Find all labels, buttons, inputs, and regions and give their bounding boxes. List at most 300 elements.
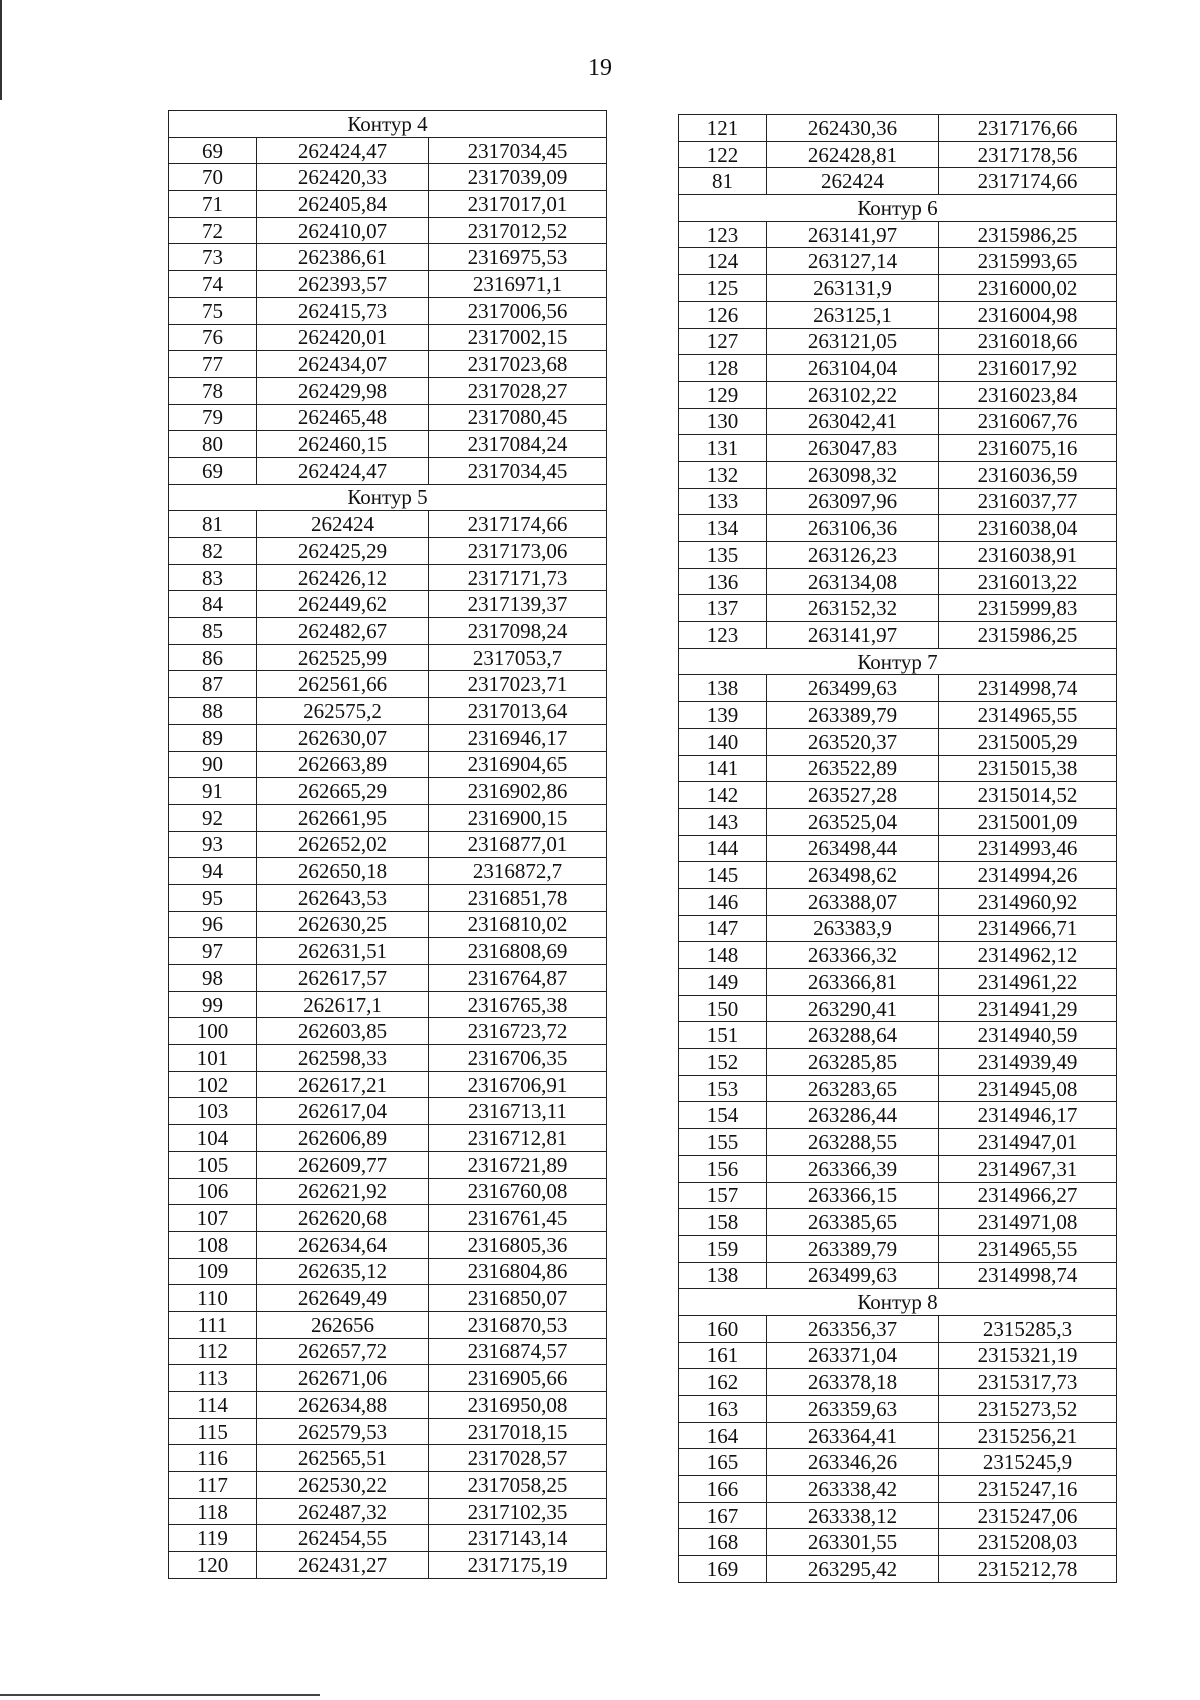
table-row — [679, 1235, 1117, 1262]
coordinate-x-cell: 263522,89 — [767, 755, 939, 782]
coordinate-y-cell: 2314946,17 — [939, 1102, 1117, 1129]
coordinate-y-cell: 2317053,7 — [429, 644, 607, 671]
coordinate-x-cell: 263389,79 — [767, 1235, 939, 1262]
coordinate-y-cell: 2315285,3 — [939, 1315, 1117, 1342]
table-row — [169, 244, 607, 271]
coordinate-x-cell: 262482,67 — [257, 618, 429, 645]
coordinate-y-cell: 2316905,66 — [429, 1365, 607, 1392]
table-row — [679, 168, 1117, 195]
table-row — [679, 888, 1117, 915]
coordinate-y-cell: 2314941,29 — [939, 995, 1117, 1022]
table-row — [679, 328, 1117, 355]
coordinate-x-cell: 263378,18 — [767, 1369, 939, 1396]
point-number-cell: 116 — [169, 1445, 257, 1472]
table-row — [679, 622, 1117, 649]
coordinate-y-cell: 2317023,71 — [429, 671, 607, 698]
coordinate-x-cell: 262621,92 — [257, 1178, 429, 1205]
table-row — [169, 724, 607, 751]
point-number-cell: 106 — [169, 1178, 257, 1205]
table-row — [169, 751, 607, 778]
page-edge-line — [0, 0, 2, 100]
table-row — [169, 1392, 607, 1419]
coordinate-y-cell: 2316037,77 — [939, 488, 1117, 515]
coordinate-y-cell: 2315015,38 — [939, 755, 1117, 782]
table-row — [169, 671, 607, 698]
table-row — [169, 1445, 607, 1472]
point-number-cell: 152 — [679, 1049, 767, 1076]
point-number-cell: 117 — [169, 1472, 257, 1499]
point-number-cell: 97 — [169, 938, 257, 965]
table-row — [169, 938, 607, 965]
table-row — [679, 782, 1117, 809]
coordinate-y-cell: 2314966,71 — [939, 915, 1117, 942]
table-row — [169, 1045, 607, 1072]
point-number-cell: 75 — [169, 297, 257, 324]
table-row — [169, 1258, 607, 1285]
point-number-cell: 95 — [169, 884, 257, 911]
coordinate-y-cell: 2317058,25 — [429, 1472, 607, 1499]
point-number-cell: 85 — [169, 618, 257, 645]
table-row — [169, 271, 607, 298]
coordinate-y-cell: 2315321,19 — [939, 1342, 1117, 1369]
coordinate-y-cell: 2317143,14 — [429, 1525, 607, 1552]
coordinate-x-cell: 263141,97 — [767, 622, 939, 649]
point-number-cell: 169 — [679, 1556, 767, 1583]
point-number-cell: 166 — [679, 1476, 767, 1503]
point-number-cell: 99 — [169, 991, 257, 1018]
coordinate-x-cell: 263338,12 — [767, 1502, 939, 1529]
coordinate-y-cell: 2315247,06 — [939, 1502, 1117, 1529]
contour-header-row — [679, 195, 1117, 222]
coordinate-y-cell: 2314966,27 — [939, 1182, 1117, 1209]
point-number-cell: 69 — [169, 137, 257, 164]
point-number-cell: 150 — [679, 995, 767, 1022]
coordinate-x-cell: 263301,55 — [767, 1529, 939, 1556]
table-row — [679, 1155, 1117, 1182]
coordinate-y-cell: 2315999,83 — [939, 595, 1117, 622]
point-number-cell: 147 — [679, 915, 767, 942]
point-number-cell: 115 — [169, 1418, 257, 1445]
table-row — [169, 351, 607, 378]
table-row — [679, 1476, 1117, 1503]
table-row — [169, 965, 607, 992]
coordinate-y-cell: 2315212,78 — [939, 1556, 1117, 1583]
coordinate-x-cell: 263385,65 — [767, 1209, 939, 1236]
coordinate-x-cell: 262575,2 — [257, 698, 429, 725]
coordinate-x-cell: 262424 — [767, 168, 939, 195]
point-number-cell: 142 — [679, 782, 767, 809]
table-row — [169, 1365, 607, 1392]
coordinate-y-cell: 2314965,55 — [939, 702, 1117, 729]
coordinate-y-cell: 2317171,73 — [429, 564, 607, 591]
table-row — [169, 1125, 607, 1152]
coordinate-y-cell: 2315273,52 — [939, 1396, 1117, 1423]
coordinate-y-cell: 2316765,38 — [429, 991, 607, 1018]
contour-title: Контур 5 — [169, 484, 607, 511]
point-number-cell: 148 — [679, 942, 767, 969]
coordinate-x-cell: 263527,28 — [767, 782, 939, 809]
point-number-cell: 120 — [169, 1552, 257, 1579]
coordinate-y-cell: 2316946,17 — [429, 724, 607, 751]
coordinate-x-cell: 263286,44 — [767, 1102, 939, 1129]
table-row — [169, 1498, 607, 1525]
point-number-cell: 83 — [169, 564, 257, 591]
coordinate-x-cell: 262420,01 — [257, 324, 429, 351]
coordinate-x-cell: 262525,99 — [257, 644, 429, 671]
point-number-cell: 137 — [679, 595, 767, 622]
coordinate-x-cell: 263356,37 — [767, 1315, 939, 1342]
coordinate-y-cell: 2315247,16 — [939, 1476, 1117, 1503]
point-number-cell: 102 — [169, 1071, 257, 1098]
table-row — [679, 702, 1117, 729]
table-row — [169, 564, 607, 591]
coordinate-y-cell: 2314998,74 — [939, 675, 1117, 702]
coordinate-y-cell: 2316712,81 — [429, 1125, 607, 1152]
coordinate-y-cell: 2317175,19 — [429, 1552, 607, 1579]
table-row — [169, 884, 607, 911]
point-number-cell: 77 — [169, 351, 257, 378]
table-row — [679, 408, 1117, 435]
table-row — [169, 804, 607, 831]
table-row — [169, 991, 607, 1018]
coordinate-x-cell: 262449,62 — [257, 591, 429, 618]
coordinate-y-cell: 2315014,52 — [939, 782, 1117, 809]
coordinate-y-cell: 2315986,25 — [939, 622, 1117, 649]
coordinate-x-cell: 263366,81 — [767, 969, 939, 996]
coordinate-x-cell: 262657,72 — [257, 1338, 429, 1365]
table-row — [679, 542, 1117, 569]
point-number-cell: 160 — [679, 1315, 767, 1342]
table-row — [679, 1342, 1117, 1369]
table-row — [169, 778, 607, 805]
point-number-cell: 101 — [169, 1045, 257, 1072]
coordinate-y-cell: 2316808,69 — [429, 938, 607, 965]
coordinate-x-cell: 262430,36 — [767, 115, 939, 142]
coordinate-y-cell: 2316067,76 — [939, 408, 1117, 435]
coordinate-y-cell: 2316904,65 — [429, 751, 607, 778]
table-row — [679, 381, 1117, 408]
point-number-cell: 122 — [679, 141, 767, 168]
coordinate-y-cell: 2316850,07 — [429, 1285, 607, 1312]
point-number-cell: 159 — [679, 1235, 767, 1262]
point-number-cell: 155 — [679, 1129, 767, 1156]
coordinate-y-cell: 2317102,35 — [429, 1498, 607, 1525]
point-number-cell: 119 — [169, 1525, 257, 1552]
coordinate-y-cell: 2316017,92 — [939, 355, 1117, 382]
table-row — [679, 808, 1117, 835]
coordinate-x-cell: 262634,88 — [257, 1392, 429, 1419]
coordinate-y-cell: 2315986,25 — [939, 221, 1117, 248]
point-number-cell: 110 — [169, 1285, 257, 1312]
point-number-cell: 113 — [169, 1365, 257, 1392]
coordinate-x-cell: 262424,47 — [257, 457, 429, 484]
point-number-cell: 126 — [679, 301, 767, 328]
coordinate-y-cell: 2317173,06 — [429, 538, 607, 565]
coordinate-x-cell: 262617,57 — [257, 965, 429, 992]
table-row — [679, 221, 1117, 248]
coordinate-y-cell: 2316950,08 — [429, 1392, 607, 1419]
coordinate-y-cell: 2317012,52 — [429, 217, 607, 244]
coordinate-x-cell: 263498,44 — [767, 835, 939, 862]
coordinate-x-cell: 262661,95 — [257, 804, 429, 831]
point-number-cell: 71 — [169, 191, 257, 218]
point-number-cell: 162 — [679, 1369, 767, 1396]
point-number-cell: 109 — [169, 1258, 257, 1285]
table-row — [169, 1552, 607, 1579]
table-row — [679, 1182, 1117, 1209]
table-row — [169, 911, 607, 938]
point-number-cell: 136 — [679, 568, 767, 595]
coordinate-x-cell: 262460,15 — [257, 431, 429, 458]
coordinate-y-cell: 2316000,02 — [939, 275, 1117, 302]
table-row — [679, 1529, 1117, 1556]
point-number-cell: 81 — [169, 511, 257, 538]
coordinate-y-cell: 2316870,53 — [429, 1311, 607, 1338]
coordinate-y-cell: 2317018,15 — [429, 1418, 607, 1445]
coordinate-x-cell: 262663,89 — [257, 751, 429, 778]
point-number-cell: 127 — [679, 328, 767, 355]
table-row — [169, 457, 607, 484]
table-row — [679, 995, 1117, 1022]
point-number-cell: 100 — [169, 1018, 257, 1045]
point-number-cell: 134 — [679, 515, 767, 542]
point-number-cell: 168 — [679, 1529, 767, 1556]
coordinate-x-cell: 262617,21 — [257, 1071, 429, 1098]
table-row — [169, 858, 607, 885]
coordinate-y-cell: 2316036,59 — [939, 461, 1117, 488]
coordinate-y-cell: 2317028,57 — [429, 1445, 607, 1472]
table-row — [679, 115, 1117, 142]
table-row — [679, 248, 1117, 275]
table-row — [679, 141, 1117, 168]
page-number: 19 — [588, 55, 612, 81]
point-number-cell: 158 — [679, 1209, 767, 1236]
point-number-cell: 121 — [679, 115, 767, 142]
point-number-cell: 98 — [169, 965, 257, 992]
coordinate-y-cell: 2316805,36 — [429, 1231, 607, 1258]
coordinate-x-cell: 263383,9 — [767, 915, 939, 942]
coordinate-y-cell: 2316971,1 — [429, 271, 607, 298]
coordinate-y-cell: 2316900,15 — [429, 804, 607, 831]
coordinate-x-cell: 263152,32 — [767, 595, 939, 622]
coordinate-x-cell: 263042,41 — [767, 408, 939, 435]
coordinates-table-left — [168, 110, 607, 1579]
coordinate-x-cell: 262428,81 — [767, 141, 939, 168]
contour-header-row — [679, 648, 1117, 675]
coordinates-table-right — [678, 114, 1117, 1583]
table-row — [169, 1525, 607, 1552]
coordinate-x-cell: 262565,51 — [257, 1445, 429, 1472]
coordinate-y-cell: 2317178,56 — [939, 141, 1117, 168]
table-row — [169, 1098, 607, 1125]
table-row — [679, 1049, 1117, 1076]
coordinate-y-cell: 2316038,04 — [939, 515, 1117, 542]
coordinate-x-cell: 263283,65 — [767, 1075, 939, 1102]
point-number-cell: 131 — [679, 435, 767, 462]
coordinate-x-cell: 262487,32 — [257, 1498, 429, 1525]
coordinate-y-cell: 2314994,26 — [939, 862, 1117, 889]
coordinate-x-cell: 262425,29 — [257, 538, 429, 565]
table-row — [169, 164, 607, 191]
point-number-cell: 163 — [679, 1396, 767, 1423]
coordinate-y-cell: 2314962,12 — [939, 942, 1117, 969]
coordinate-y-cell: 2316004,98 — [939, 301, 1117, 328]
table-row — [679, 275, 1117, 302]
table-row — [679, 1102, 1117, 1129]
table-row — [679, 675, 1117, 702]
coordinate-x-cell: 262650,18 — [257, 858, 429, 885]
coordinate-y-cell: 2314947,01 — [939, 1129, 1117, 1156]
coordinate-y-cell: 2316013,22 — [939, 568, 1117, 595]
table-row — [169, 831, 607, 858]
coordinate-x-cell: 263364,41 — [767, 1422, 939, 1449]
coordinate-y-cell: 2316023,84 — [939, 381, 1117, 408]
point-number-cell: 76 — [169, 324, 257, 351]
coordinate-y-cell: 2317139,37 — [429, 591, 607, 618]
coordinate-y-cell: 2317028,27 — [429, 377, 607, 404]
table-row — [169, 431, 607, 458]
point-number-cell: 69 — [169, 457, 257, 484]
point-number-cell: 72 — [169, 217, 257, 244]
contour-title: Контур 7 — [679, 648, 1117, 675]
point-number-cell: 138 — [679, 1262, 767, 1289]
point-number-cell: 135 — [679, 542, 767, 569]
point-number-cell: 153 — [679, 1075, 767, 1102]
coordinate-x-cell: 263359,63 — [767, 1396, 939, 1423]
coordinate-x-cell: 262617,04 — [257, 1098, 429, 1125]
point-number-cell: 123 — [679, 622, 767, 649]
coordinate-x-cell: 263498,62 — [767, 862, 939, 889]
point-number-cell: 128 — [679, 355, 767, 382]
coordinate-x-cell: 263141,97 — [767, 221, 939, 248]
coordinate-y-cell: 2317013,64 — [429, 698, 607, 725]
table-row — [169, 377, 607, 404]
table-row — [169, 1472, 607, 1499]
point-number-cell: 118 — [169, 1498, 257, 1525]
table-row — [679, 568, 1117, 595]
point-number-cell: 140 — [679, 728, 767, 755]
table-row — [169, 404, 607, 431]
coordinate-x-cell: 262561,66 — [257, 671, 429, 698]
coordinate-y-cell: 2316975,53 — [429, 244, 607, 271]
point-number-cell: 141 — [679, 755, 767, 782]
table-row — [679, 835, 1117, 862]
coordinate-x-cell: 262386,61 — [257, 244, 429, 271]
contour-header-row — [679, 1289, 1117, 1316]
point-number-cell: 112 — [169, 1338, 257, 1365]
coordinate-x-cell: 262410,07 — [257, 217, 429, 244]
table-row — [169, 1338, 607, 1365]
coordinate-y-cell: 2316804,86 — [429, 1258, 607, 1285]
table-row — [679, 1075, 1117, 1102]
coordinate-x-cell: 262656 — [257, 1311, 429, 1338]
coordinate-x-cell: 263366,39 — [767, 1155, 939, 1182]
contour-header-row — [169, 484, 607, 511]
table-row — [679, 488, 1117, 515]
coordinate-x-cell: 262415,73 — [257, 297, 429, 324]
coordinate-x-cell: 262609,77 — [257, 1151, 429, 1178]
coordinate-y-cell: 2317023,68 — [429, 351, 607, 378]
point-number-cell: 123 — [679, 221, 767, 248]
coordinate-x-cell: 263499,63 — [767, 675, 939, 702]
table-row — [679, 1556, 1117, 1583]
coordinate-x-cell: 262426,12 — [257, 564, 429, 591]
coordinate-x-cell: 262579,53 — [257, 1418, 429, 1445]
table-row — [169, 297, 607, 324]
coordinate-y-cell: 2315245,9 — [939, 1449, 1117, 1476]
coordinate-x-cell: 262420,33 — [257, 164, 429, 191]
point-number-cell: 151 — [679, 1022, 767, 1049]
coordinate-x-cell: 263366,15 — [767, 1182, 939, 1209]
coordinate-y-cell: 2314945,08 — [939, 1075, 1117, 1102]
coordinate-y-cell: 2314971,08 — [939, 1209, 1117, 1236]
bottom-rule — [0, 1694, 320, 1696]
point-number-cell: 88 — [169, 698, 257, 725]
table-row — [169, 1285, 607, 1312]
coordinate-y-cell: 2314993,46 — [939, 835, 1117, 862]
coordinate-y-cell: 2317176,66 — [939, 115, 1117, 142]
coordinate-y-cell: 2315256,21 — [939, 1422, 1117, 1449]
coordinate-x-cell: 263371,04 — [767, 1342, 939, 1369]
table-row — [679, 1502, 1117, 1529]
coordinate-x-cell: 263338,42 — [767, 1476, 939, 1503]
coordinate-y-cell: 2316018,66 — [939, 328, 1117, 355]
coordinate-x-cell: 263047,83 — [767, 435, 939, 462]
coordinate-y-cell: 2317174,66 — [939, 168, 1117, 195]
point-number-cell: 89 — [169, 724, 257, 751]
coordinate-y-cell: 2316706,35 — [429, 1045, 607, 1072]
coordinate-x-cell: 263290,41 — [767, 995, 939, 1022]
point-number-cell: 93 — [169, 831, 257, 858]
point-number-cell: 132 — [679, 461, 767, 488]
point-number-cell: 161 — [679, 1342, 767, 1369]
coordinate-x-cell: 262631,51 — [257, 938, 429, 965]
coordinate-y-cell: 2316851,78 — [429, 884, 607, 911]
coordinate-y-cell: 2314960,92 — [939, 888, 1117, 915]
coordinate-x-cell: 262665,29 — [257, 778, 429, 805]
point-number-cell: 139 — [679, 702, 767, 729]
coordinate-y-cell: 2314939,49 — [939, 1049, 1117, 1076]
coordinate-x-cell: 262431,27 — [257, 1552, 429, 1579]
table-row — [169, 538, 607, 565]
point-number-cell: 96 — [169, 911, 257, 938]
coordinate-x-cell: 263134,08 — [767, 568, 939, 595]
point-number-cell: 144 — [679, 835, 767, 862]
coordinate-y-cell: 2314998,74 — [939, 1262, 1117, 1289]
coordinate-x-cell: 262634,64 — [257, 1231, 429, 1258]
point-number-cell: 74 — [169, 271, 257, 298]
table-row — [679, 915, 1117, 942]
table-row — [679, 595, 1117, 622]
coordinate-y-cell: 2317098,24 — [429, 618, 607, 645]
coordinate-x-cell: 263131,9 — [767, 275, 939, 302]
coordinate-y-cell: 2317080,45 — [429, 404, 607, 431]
coordinate-x-cell: 262617,1 — [257, 991, 429, 1018]
table-row — [169, 591, 607, 618]
contour-title: Контур 4 — [169, 111, 607, 138]
point-number-cell: 111 — [169, 1311, 257, 1338]
coordinate-x-cell: 262405,84 — [257, 191, 429, 218]
coordinate-x-cell: 263288,55 — [767, 1129, 939, 1156]
coordinate-x-cell: 262424 — [257, 511, 429, 538]
coordinate-x-cell: 263295,42 — [767, 1556, 939, 1583]
table-row — [169, 698, 607, 725]
coordinate-y-cell: 2317034,45 — [429, 137, 607, 164]
coordinate-y-cell: 2315005,29 — [939, 728, 1117, 755]
coordinate-y-cell: 2316075,16 — [939, 435, 1117, 462]
point-number-cell: 129 — [679, 381, 767, 408]
coordinate-y-cell: 2314965,55 — [939, 1235, 1117, 1262]
